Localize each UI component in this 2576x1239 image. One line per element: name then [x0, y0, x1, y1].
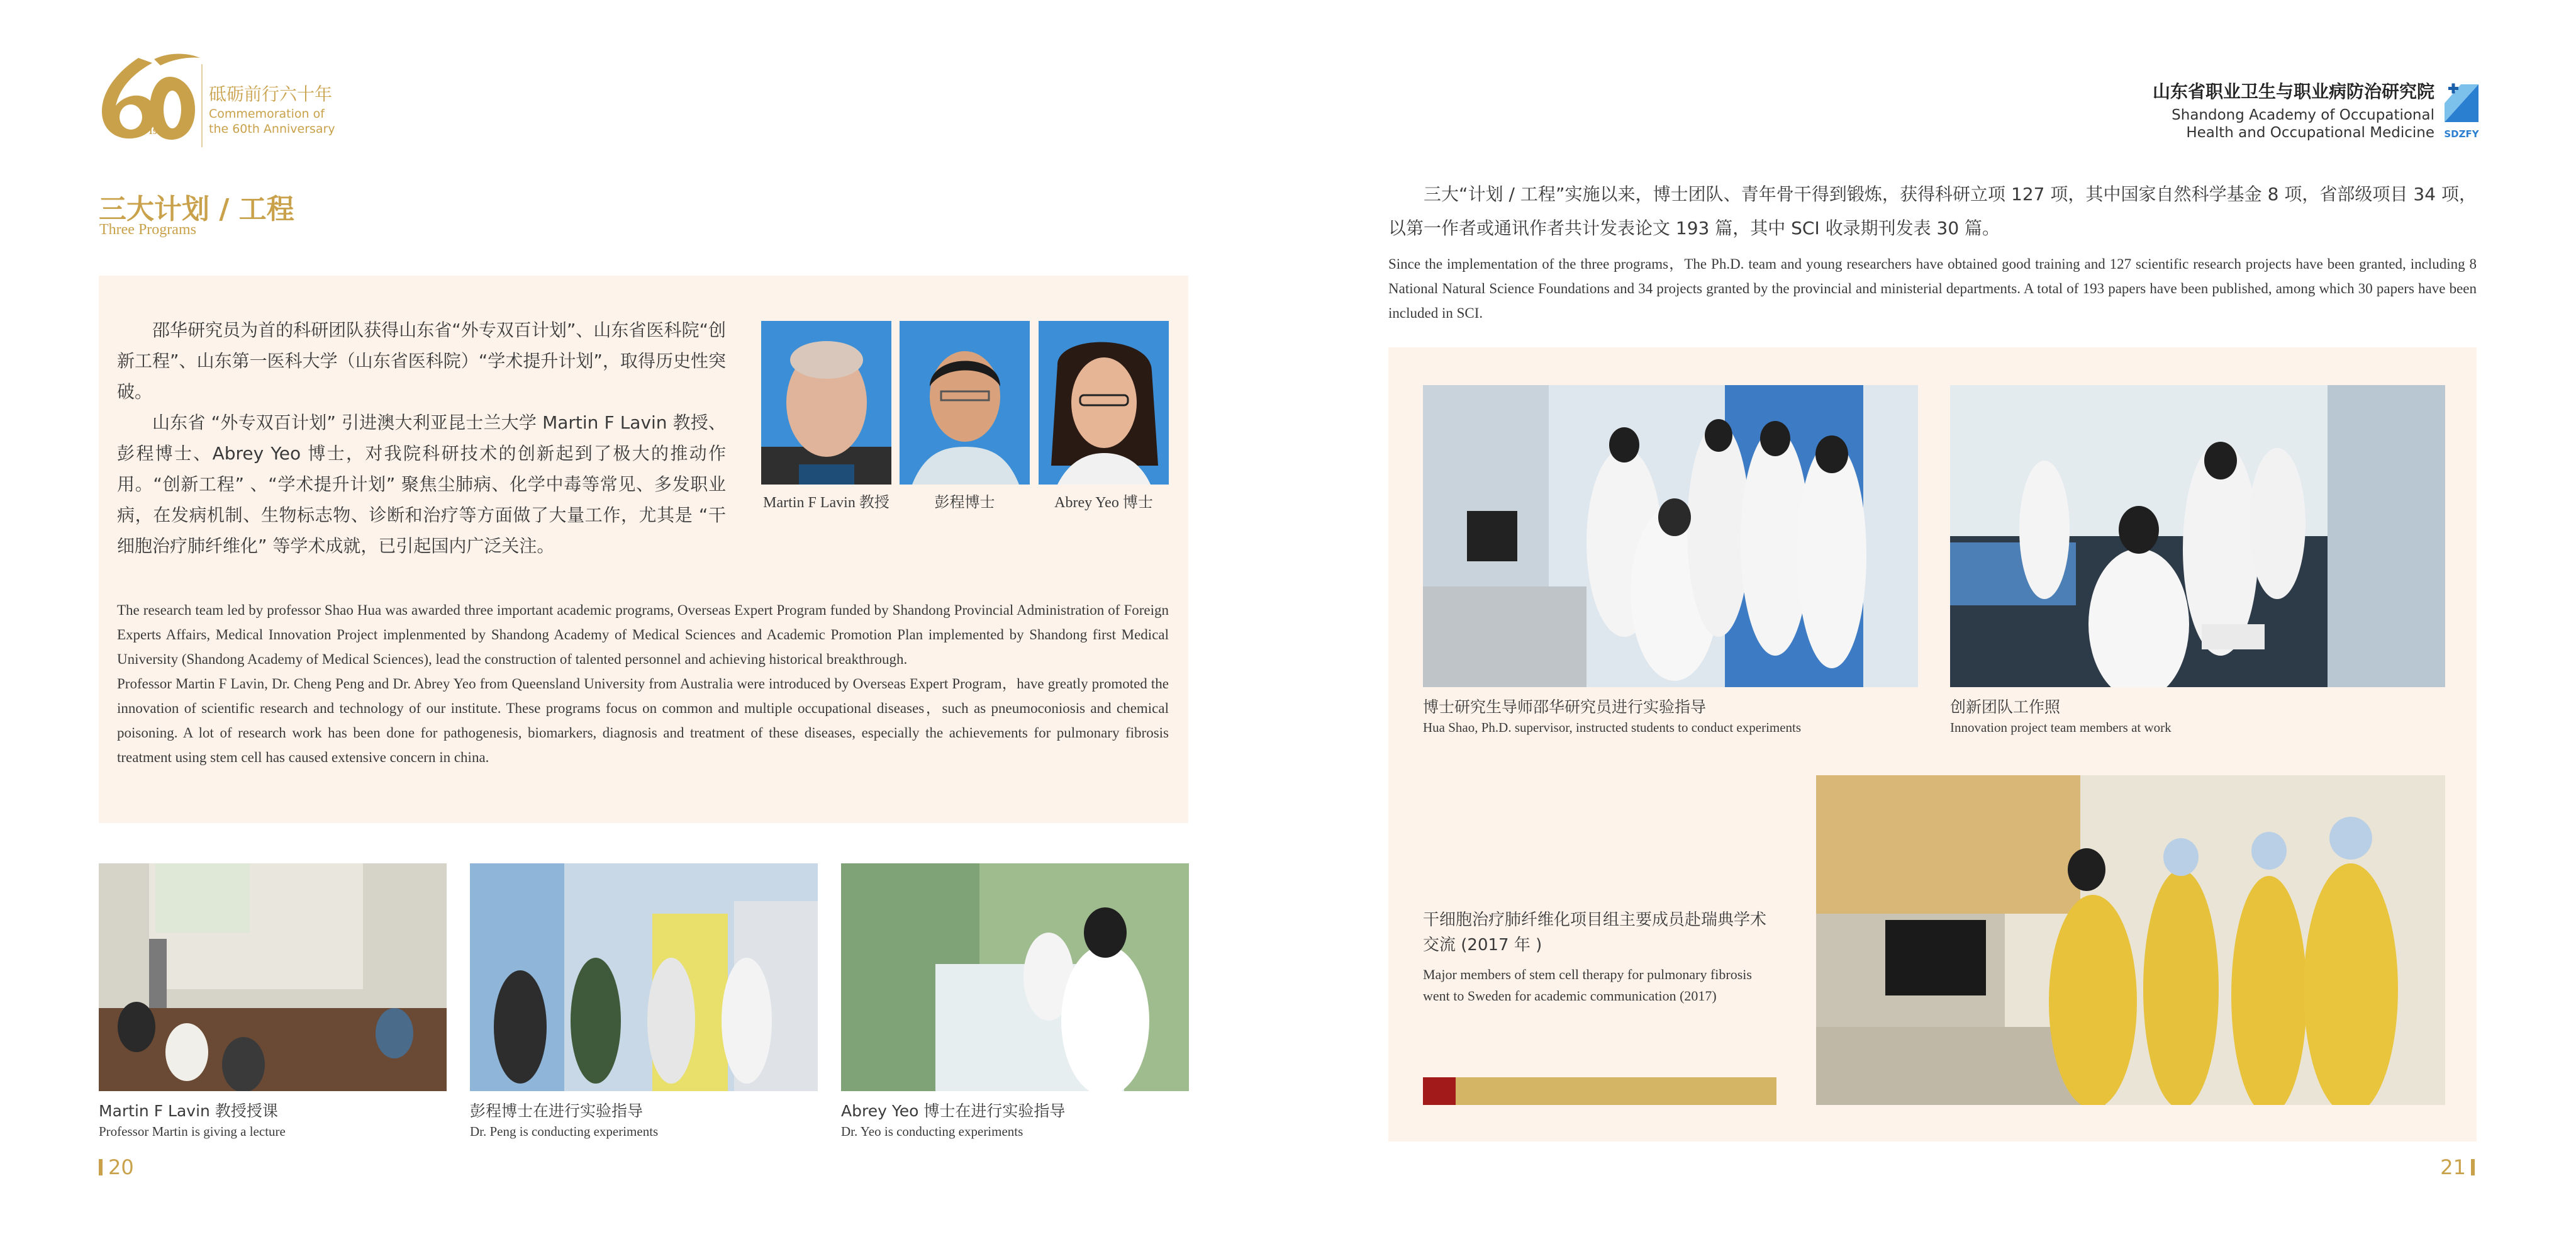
paragraph-cn-1: 邵华研究员为首的科研团队获得山东省“外专双百计划”、山东省医科院“创新工程”、山东第一医科大学（山东省医科院）“学术提升计划”，取得历史性突破。 [117, 320, 726, 402]
portrait-caption-yeo: Abrey Yeo 博士 [1054, 495, 1153, 511]
photo-supervisor [1423, 385, 1918, 687]
sweden-caption [1423, 907, 1781, 1007]
portrait-yeo [1039, 321, 1169, 485]
photo-sweden-lab [1816, 775, 2445, 1105]
caption-lecture-cn: Martin F Lavin 教授授课 [99, 1102, 278, 1120]
caption-peng-en: Dr. Peng is conducting experiments [470, 1124, 659, 1139]
intro-en: Since the implementation of the three programs，The Ph.D. team and young researchers have obtained good training and 127 scientific research projects have been granted, including 8 National Natural Science Foundations and 34 projects granted by the provincial and ministerial departments. A total of 193 papers have been published, among which 30 papers have been included in SCI. [1388, 256, 2477, 321]
left-en-text [117, 598, 1169, 770]
page-number-right-bar [2471, 1159, 2475, 1175]
section-title-en: Three Programs [99, 221, 196, 238]
page-number-right: 21 [2440, 1155, 2466, 1179]
paragraph-en-2: Professor Martin F Lavin, Dr. Cheng Peng and Dr. Abrey Yeo from Queensland University from Australia were introduced by Overseas Expert Program，have greatly promoted the innovation of scientific research and technology of our institute. These programs focus on common and multiple occupational diseases，such as pneumoconiosis and chemical poisoning. A lot of research work has been done for pathogenesis, biomarkers, diagnosis and treatment of these diseases, especially the achievements for pulmonary fibrosis treatment using stem cell has caused extensive concern in china. [117, 676, 1169, 765]
institute-en-line2: Health and Occupational Medicine [2186, 125, 2434, 141]
caption-team-cn: 创新团队工作照 [1950, 698, 2061, 716]
logo-divider [201, 64, 203, 147]
caption-team-en: Innovation project team members at work [1950, 720, 2172, 735]
caption-supervisor-en: Hua Shao, Ph.D. supervisor, instructed students to conduct experiments [1423, 720, 1802, 735]
institute-cn-name: 山东省职业卫生与职业病防治研究院 [2152, 81, 2434, 102]
page-number-left-bar [99, 1159, 103, 1175]
left-cn-text [117, 315, 726, 561]
institute-en-line1: Shandong Academy of Occupational [2172, 107, 2434, 123]
caption-yeo-en: Dr. Yeo is conducting experiments [841, 1124, 1023, 1139]
caption-peng-cn: 彭程博士在进行实验指导 [470, 1102, 644, 1120]
institute-logo-text: SDZFY [2444, 128, 2479, 140]
anniversary-logo [94, 52, 359, 159]
caption-lecture-en: Professor Martin is giving a lecture [99, 1124, 286, 1139]
logo-en-line2: the 60th Anniversary [209, 122, 335, 136]
caption-supervisor-cn: 博士研究生导师邵华研究员进行实验指导 [1423, 698, 1707, 716]
logo-en-line1: Commemoration of [209, 107, 325, 121]
paragraph-cn-2: 山东省 “外专双百计划” 引进澳大利亚昆士兰大学 Martin F Lavin 教授、彭程博士、Abrey Yeo 博士，对我院科研技术的创新起到了极大的推动作用。“创新工程” 、“学术提升计划” 聚焦尘肺病、化学中毒等常见、多发职业病，在发病机制、生物标志物、诊断和治疗等方面做了大量工作，尤其是 “干细胞治疗肺纤维化” 等学术成就，已引起国内广泛关注。 [117, 412, 726, 556]
logo-cn-title: 砥砺前行六十年 [209, 84, 333, 104]
intro-cn: 三大“计划 / 工程”实施以来，博士团队、青年骨干得到锻炼，获得科研立项 127 项，其中国家自然科学基金 8 项，省部级项目 34 项，以第一作者或通讯作者共计发表论文 193 篇，其中 SCI 收录期刊发表 30 篇。 [1388, 184, 2477, 238]
portrait-caption-lavin: Martin F Lavin 教授 [763, 495, 889, 511]
sweden-caption-en: Major members of stem cell therapy for pulmonary fibrosis went to Sweden for academic communication (2017) [1423, 967, 1752, 1004]
right-intro [1388, 177, 2477, 325]
portrait-lavin [761, 321, 891, 485]
portrait-peng [900, 321, 1030, 485]
decorative-gold-bar [1456, 1077, 1776, 1105]
institute-logo-icon [2442, 79, 2481, 125]
photo-peng-experiment [470, 863, 818, 1091]
photo-innovation-team [1950, 385, 2445, 687]
logo-years: 1959-2019 [148, 127, 187, 137]
paragraph-en-1: The research team led by professor Shao Hua was awarded three important academic programs, Overseas Expert Program funded by Shandong Provincial Administration of Foreign Experts Affairs, Medical Innovation Project implenmented by Shandong Academy of Medical Sciences and Academic Promotion Plan implemented by Shandong first Medical University (Shandong Academy of Medical Sciences), lead the construction of talented personnel and achieving historical breakthrough. [117, 602, 1169, 667]
photo-yeo-experiment [841, 863, 1189, 1091]
institute-logo [2442, 79, 2481, 140]
portrait-caption-peng: 彭程博士 [934, 495, 995, 511]
section-title-cn: 三大计划 / 工程 [99, 193, 294, 225]
caption-yeo-cn: Abrey Yeo 博士在进行实验指导 [841, 1102, 1066, 1120]
photo-lecture [99, 863, 447, 1091]
sweden-caption-cn: 干细胞治疗肺纤维化项目组主要成员赴瑞典学术交流 (2017 年 ) [1423, 911, 1767, 955]
page-number-left: 20 [108, 1155, 134, 1179]
decorative-red-block [1423, 1077, 1456, 1105]
